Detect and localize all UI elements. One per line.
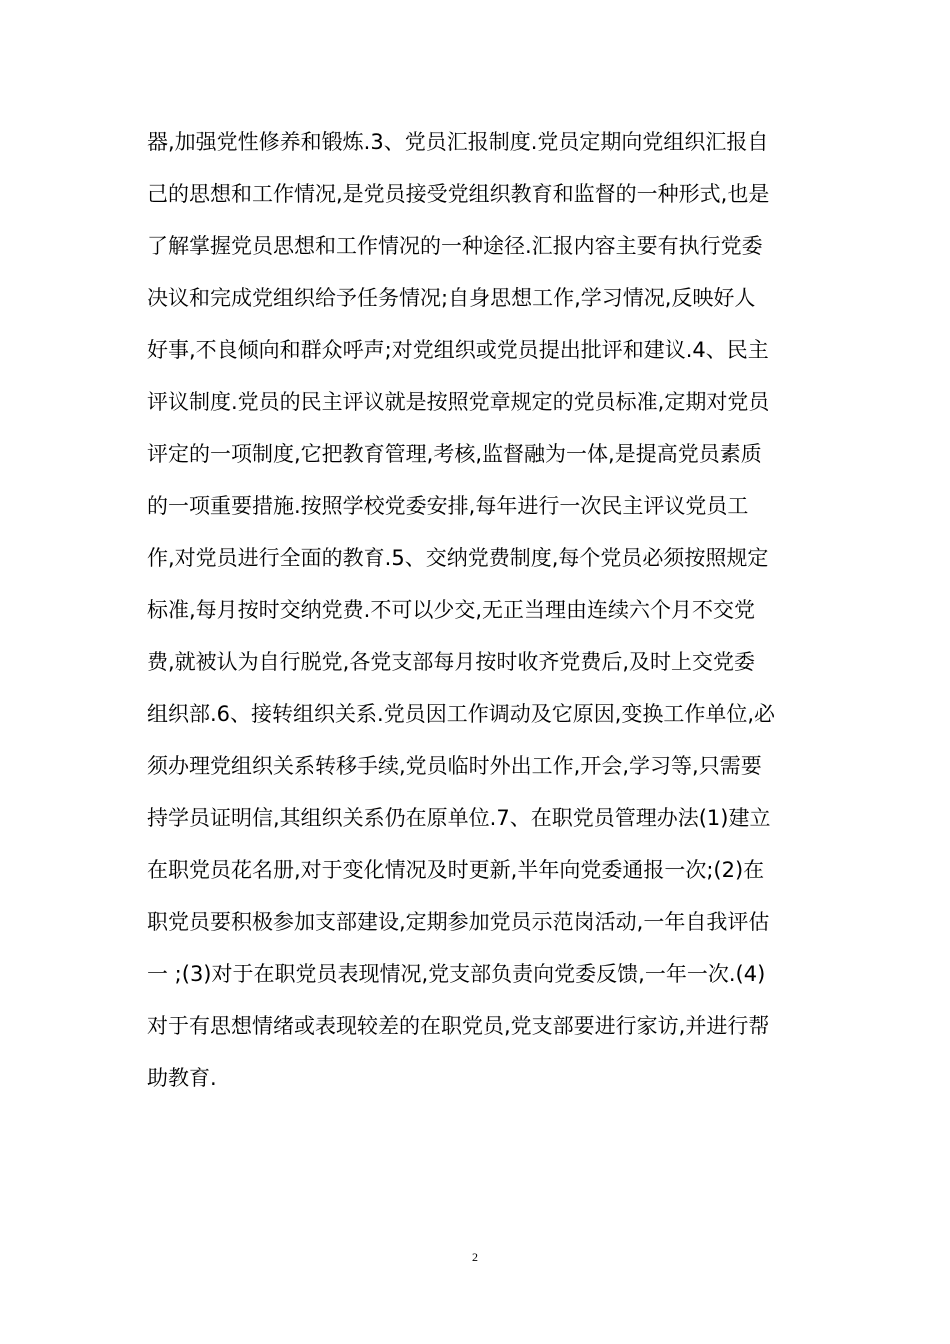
text-line: 的一项重要措施.按照学校党委安排,每年进行一次民主评议党员工 bbox=[147, 494, 749, 518]
text-line: 了解掌握党员思想和工作情况的一种途径.汇报内容主要有执行党委 bbox=[147, 234, 763, 258]
text-line: 器,加强党性修养和锻炼.3、党员汇报制度.党员定期向党组织汇报自 bbox=[147, 130, 769, 154]
text-line: 组织部.6、接转组织关系.党员因工作调动及它原因,变换工作单位,必 bbox=[147, 702, 776, 726]
text-line: 持学员证明信,其组织关系仍在原单位.7、在职党员管理办法(1)建立 bbox=[147, 806, 771, 830]
body-text bbox=[147, 116, 817, 1104]
text-line: 助教育. bbox=[147, 1066, 217, 1090]
text-line: 一 ;(3)对于在职党员表现情况,党支部负责向党委反馈,一年一次.(4) bbox=[147, 962, 766, 986]
text-line: 己的思想和工作情况,是党员接受党组织教育和监督的一种形式,也是 bbox=[147, 182, 770, 206]
text-line: 对于有思想情绪或表现较差的在职党员,党支部要进行家访,并进行帮 bbox=[147, 1014, 770, 1038]
text-line: 评定的一项制度,它把教育管理,考核,监督融为一体,是提高党员素质 bbox=[147, 442, 762, 466]
text-line: 决议和完成党组织给予任务情况;自身思想工作,学习情况,反映好人 bbox=[147, 286, 756, 310]
text-line: 作,对党员进行全面的教育.5、交纳党费制度,每个党员必须按照规定 bbox=[147, 546, 769, 570]
text-line: 在职党员花名册,对于变化情况及时更新,半年向党委通报一次;(2)在 bbox=[147, 858, 765, 882]
text-line: 费,就被认为自行脱党,各党支部每月按时收齐党费后,及时上交党委 bbox=[147, 650, 756, 674]
text-line: 标准,每月按时交纳党费.不可以少交,无正当理由连续六个月不交党 bbox=[147, 598, 756, 622]
page-number: 2 bbox=[472, 1250, 478, 1264]
text-line: 好事,不良倾向和群众呼声;对党组织或党员提出批评和建议.4、民主 bbox=[147, 338, 769, 362]
text-line: 须办理党组织关系转移手续,党员临时外出工作,开会,学习等,只需要 bbox=[147, 754, 762, 778]
text-line: 职党员要积极参加支部建设,定期参加党员示范岗活动,一年自我评估 bbox=[147, 910, 770, 934]
text-line: 评议制度.党员的民主评议就是按照党章规定的党员标准,定期对党员 bbox=[147, 390, 770, 414]
